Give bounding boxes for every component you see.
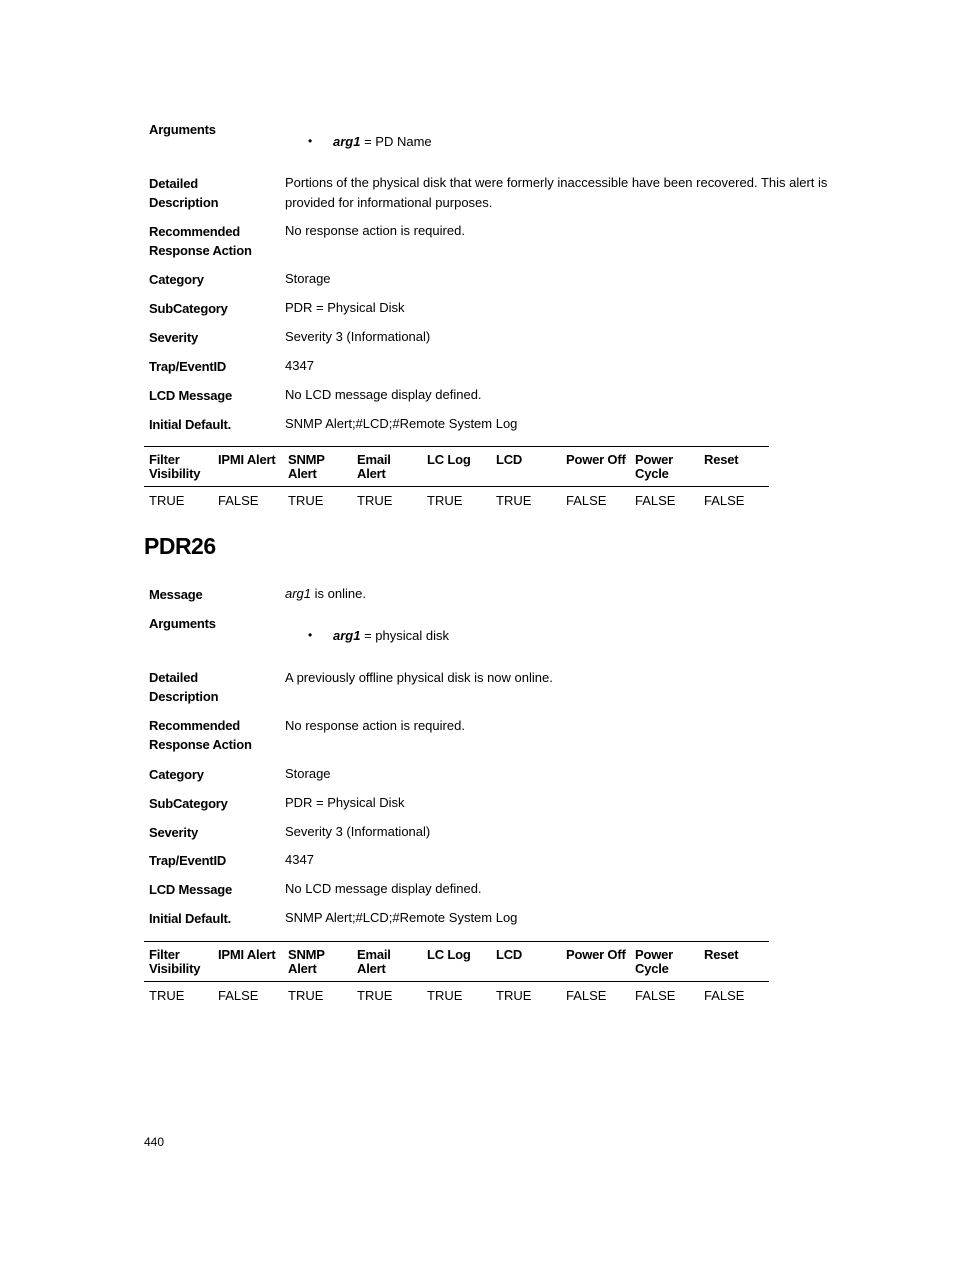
table-header-cell: Filter Visibility bbox=[149, 452, 201, 481]
table-cell: FALSE bbox=[566, 493, 607, 508]
table-cell: TRUE bbox=[149, 493, 185, 508]
argument-name: arg1 bbox=[333, 628, 361, 643]
table-cell: TRUE bbox=[149, 988, 185, 1003]
table-header-cell: Power Off bbox=[566, 452, 626, 467]
recommended-action-value: No response action is required. bbox=[285, 223, 465, 238]
severity-value: Severity 3 (Informational) bbox=[285, 824, 431, 839]
lcd-message-value: No LCD message display defined. bbox=[285, 387, 482, 402]
argument-text: = physical disk bbox=[360, 628, 449, 643]
message-arg: arg1 bbox=[285, 586, 312, 601]
table-header-rule bbox=[144, 486, 769, 487]
table-header-cell: Power Cycle bbox=[635, 947, 674, 976]
table-header-cell: SNMP Alert bbox=[288, 452, 325, 481]
table-header-cell: SNMP Alert bbox=[288, 947, 325, 976]
bullet-icon: • bbox=[308, 628, 313, 642]
message-label: Message bbox=[149, 587, 203, 602]
subcategory-value: PDR = Physical Disk bbox=[285, 300, 405, 315]
table-cell: TRUE bbox=[288, 988, 324, 1003]
table-header-cell: Reset bbox=[704, 947, 739, 962]
trap-eventid-label: Trap/EventID bbox=[149, 853, 227, 868]
lcd-message-value: No LCD message display defined. bbox=[285, 881, 482, 896]
argument-item bbox=[333, 132, 432, 152]
category-label: Category bbox=[149, 767, 204, 782]
table-top-rule bbox=[144, 446, 769, 447]
table-cell: TRUE bbox=[357, 988, 393, 1003]
category-value: Storage bbox=[285, 766, 331, 781]
table-cell: TRUE bbox=[427, 988, 463, 1003]
table-cell: FALSE bbox=[218, 988, 259, 1003]
arguments-label: Arguments bbox=[149, 122, 216, 137]
lcd-message-label: LCD Message bbox=[149, 388, 233, 403]
table-cell: TRUE bbox=[496, 988, 532, 1003]
table-cell: TRUE bbox=[427, 493, 463, 508]
initial-default-label: Initial Default. bbox=[149, 911, 232, 926]
table-top-rule bbox=[144, 941, 769, 942]
subcategory-label: SubCategory bbox=[149, 796, 228, 811]
category-label: Category bbox=[149, 272, 204, 287]
table-header-cell: Email Alert bbox=[357, 947, 391, 976]
recommended-action-label: Recommended Response Action bbox=[149, 718, 252, 752]
initial-default-value: SNMP Alert;#LCD;#Remote System Log bbox=[285, 910, 518, 925]
argument-name: arg1 bbox=[333, 134, 361, 149]
page-number: 440 bbox=[144, 1135, 165, 1149]
table-cell: FALSE bbox=[218, 493, 259, 508]
table-cell: FALSE bbox=[704, 493, 745, 508]
bullet-icon: • bbox=[308, 134, 313, 148]
subcategory-label: SubCategory bbox=[149, 301, 228, 316]
table-header-cell: IPMI Alert bbox=[218, 452, 276, 467]
initial-default-label: Initial Default. bbox=[149, 417, 232, 432]
message-value bbox=[285, 584, 366, 604]
detailed-description-label: Detailed Description bbox=[149, 176, 219, 210]
severity-label: Severity bbox=[149, 825, 198, 840]
subcategory-value: PDR = Physical Disk bbox=[285, 795, 405, 810]
table-cell: FALSE bbox=[566, 988, 607, 1003]
table-header-cell: LCD bbox=[496, 452, 523, 467]
table-cell: FALSE bbox=[635, 493, 676, 508]
argument-text: = PD Name bbox=[360, 134, 432, 149]
table-header-cell: Filter Visibility bbox=[149, 947, 201, 976]
detailed-description-value: Portions of the physical disk that were formerly inaccessible have been recovered. This alert is provided for informational purposes. bbox=[285, 175, 828, 210]
lcd-message-label: LCD Message bbox=[149, 882, 233, 897]
table-header-cell: Email Alert bbox=[357, 452, 391, 481]
table-cell: TRUE bbox=[288, 493, 324, 508]
table-header-cell: LCD bbox=[496, 947, 523, 962]
severity-label: Severity bbox=[149, 330, 198, 345]
arguments-label: Arguments bbox=[149, 616, 216, 631]
severity-value: Severity 3 (Informational) bbox=[285, 329, 431, 344]
section-title: PDR26 bbox=[144, 533, 216, 559]
detailed-description-value: A previously offline physical disk is now online. bbox=[285, 670, 553, 685]
table-header-cell: IPMI Alert bbox=[218, 947, 276, 962]
table-cell: TRUE bbox=[357, 493, 393, 508]
detailed-description-label: Detailed Description bbox=[149, 670, 219, 704]
table-header-cell: Reset bbox=[704, 452, 739, 467]
trap-eventid-value: 4347 bbox=[285, 358, 314, 373]
table-header-rule bbox=[144, 981, 769, 982]
category-value: Storage bbox=[285, 271, 331, 286]
table-header-cell: LC Log bbox=[427, 452, 471, 467]
table-header-cell: Power Off bbox=[566, 947, 626, 962]
table-cell: TRUE bbox=[496, 493, 532, 508]
argument-item bbox=[333, 626, 449, 646]
recommended-action-value: No response action is required. bbox=[285, 718, 465, 733]
table-cell: FALSE bbox=[635, 988, 676, 1003]
initial-default-value: SNMP Alert;#LCD;#Remote System Log bbox=[285, 416, 518, 431]
trap-eventid-label: Trap/EventID bbox=[149, 359, 227, 374]
trap-eventid-value: 4347 bbox=[285, 852, 314, 867]
table-header-cell: Power Cycle bbox=[635, 452, 674, 481]
table-cell: FALSE bbox=[704, 988, 745, 1003]
table-header-cell: LC Log bbox=[427, 947, 471, 962]
recommended-action-label: Recommended Response Action bbox=[149, 224, 252, 258]
message-text: is online. bbox=[311, 586, 366, 601]
